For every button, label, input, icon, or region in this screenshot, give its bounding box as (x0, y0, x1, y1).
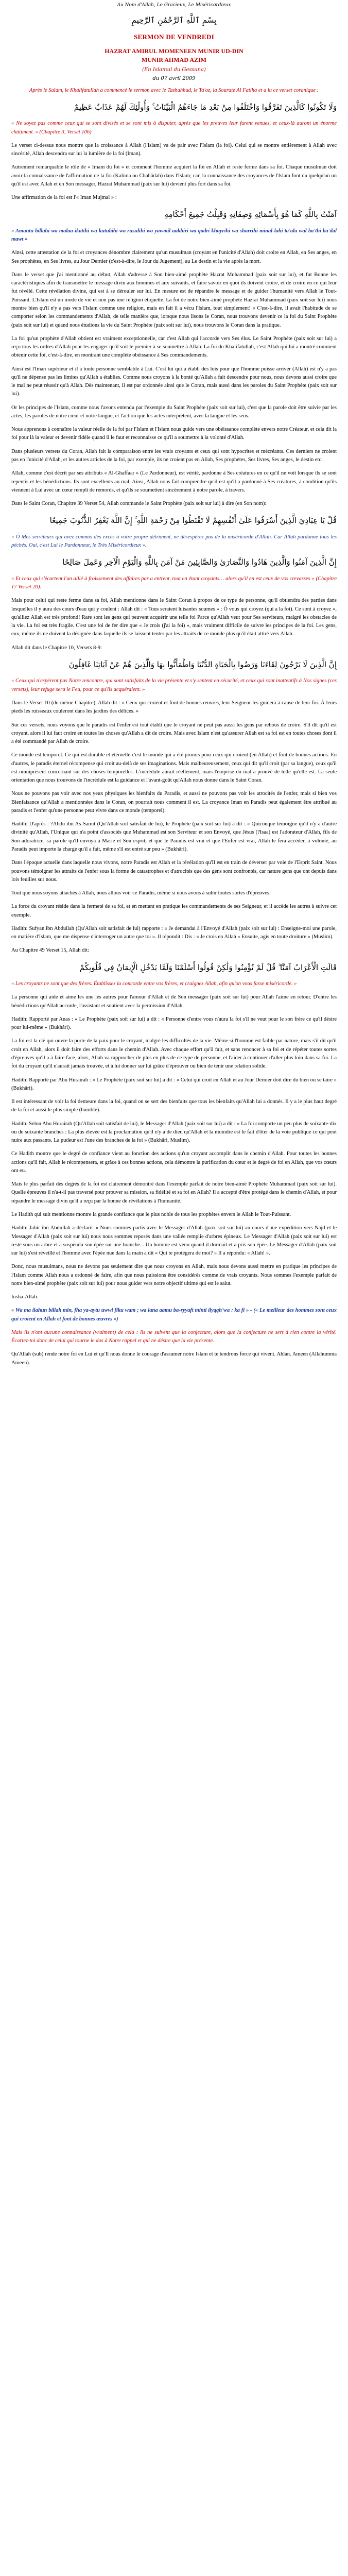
paragraph-10: Dans plusieurs versets du Coran, Allah fait la comparaison entre les vrais croyants et ceux qui sont hypocrites et mécréants. Ces derniers ne croient pas en l'unicité d'Allah, et les autres articles de la foi, par exemple, ils ne croient pas en Allah, Ses prophètes, Ses livres, Ses anges, le destin etc. (11, 448, 337, 463)
closing-quote: « Wa ma ilahun billah min, fha ya-aytu uwwi fiku wam ; wa lana aamu ba-ryyaft minti ilyqqh'wa : ka fi » - (« Le meilleur des hommes sont ceux qui croient en Allah et font de bonnes œuvres ») (11, 1308, 337, 1322)
bismillah-calligraphy: بِسْمِ ٱللَّهِ ٱلرَّحْمَٰنِ ٱلرَّحِيمِ (131, 15, 217, 25)
iman-mujmal-transliteration: « Amantu billahi wa malaa-ikatihi wa kutubihi wa rusulihi wa yawmil aakhiri wa qadri khayrihi wa sharrihi minal-lahi ta'ala wal ba'thi ba'dal mawt » (11, 228, 337, 243)
paragraph-21: Tout que nous soyons attachés à Allah, nous allons voir ce Paradis, même si nous avons à subir toutes sortes d'épreuves. (11, 890, 271, 896)
paragraph-35: Donc, nous musulmans, nous ne devons pas seulement dire que nous croyons en Allah, mais nous devons aussi mettre en pratique les principes de l'Islam comme Allah nous a ordonné de faire, afin que nous puissions être considérés comme de vrais croyants. Nous sommes l'exemple parfait de notre bien-aimé prophète (paix soit sur lui) pour nous guider vers notre objectif ultime qui est le salut. (11, 1264, 337, 1286)
paragraph-15: Dans le Verset 10 (du même Chapitre), Allah dit : « Ceux qui croient et font de bonnes œuvres, leur Seigneur les guidera à cause de leur foi. À leurs pieds les ruisseaux couleront dans les jardins des délices. » (11, 700, 337, 715)
paragraph-5: Dans le verset que j'ai mentionné au début, Allah s'adresse à Son bien-aimé prophète Hazrat Muhammad (paix soit sur lui), et fut Bonne les caractéristiques afin de transmettre le message divin aux hommes et aux suivants, et faire savoir en quoi ils doivent croire, et de croire en ce qui leur fut révélé. Cette révélation divine, qui est à se dérouler sur lui. En mesure est de répandre le message et de guider l'humanité vers Allah le Tout-Puissant. L'Islam est un mode de vie et non pas une religion étiquette. La foi de notre bien-aimé prophète Hazrat Muhammad (paix soit sur lui) nous montre bien qu'il n'y a pas vers l'Islam comme une religion, mais en fait il a vécu l'Islam, tout simplement! « C'est-à-dire, il avait l'habitude de se comporter selon les commandements d'Allah, de telle manière que, lorsque nous lisons le Coran, nous trouvons devenir ce la foi du Saint Prophète (paix soit sur lui) et quand nous étudions la vie du Saint Prophète (paix soit sur lui), nous trouvons le Coran dans la pratique. (11, 272, 337, 328)
paragraph-14: Allah dit dans le Chapitre 10, Versets 8-9: (11, 645, 102, 651)
paragraph-3: Une affirmation de la foi est l'« Iman Mujmal » : (11, 195, 117, 201)
paragraph-29: Il est intéressant de voir la foi demeure dans la foi, quand on se sert des bienfaits que tous les bienfaits qu'Allah lui a donnés. Il y a le plus haut degré de la foi et aussi le plus simple (humble). (11, 1099, 337, 1113)
closing-prayer: Qu'Allah (sub) rende notre foi en Lui et qu'Il nous donne le courage d'assumer notre Islam et te tendrons force qui vivent. Ahlan. Ameen (Allahumma Ameen). (11, 1351, 337, 1366)
arabic-verse-4: إِنَّ الَّذِينَ آمَنُوا وَالَّذِينَ هَادُوا وَالنَّصَارَىٰ وَالصَّابِئِينَ مَنْ آمَنَ بِاللَّهِ وَالْيَوْمِ الْآخِرِ وَعَمِلَ صَالِحًا (62, 557, 337, 567)
hadith-4: Hadith: Rapporté par Abu Hurairah : « Le Prophète (paix soit sur lui) a dit : « Celui qui croit en Allah et au Jour Dernier doit dire du bien ou se taire » (Bukhâri). (11, 1077, 337, 1091)
paragraph-33: Le Hadith qui suit mentionne montre la grande confiance que le plus noble de tous les prophètes envers le Allah le Tout-Puissant. (11, 1212, 291, 1217)
sermon-date: du 07 avril 2009 (152, 75, 196, 81)
hadith-1: Hadith: D'après : ?Abdu ibn As-Samit (Qu'Allah soit satisfait de lui), le Prophète (paix soit sur lui) a dit : « Quiconque témoigne qu'il n'y a d'autre divinité qu'Allah, l'Unique qui n'a point d'associés que Muhammad est son Serviteur et son Envoyé, que Jésus (?Isaa) est l'adorateur d'Allah, fils de Son adoratrice, sa parole qu'Il envoya à Marie et Son esprit; et que le Paradis est vrai et que l'Enfer est vrai, Allah le fera accéder, à volonté, au Paradis peut importe la charge qu'il a fait, même s'il est entré sur peu » (Bukhâri). (11, 821, 337, 852)
hadith-5: Hadith: Selon Abu Hurairah (Qu'Allah soit satisfait de lui), le Messager d'Allah (paix soit sur lui) a dit : « La foi comporte un peu plus de soixante-dix ou de soixante branches : La plus élevée est la proclamation qu'il n'y a de dieu qu'Allah et la moindre est le fait d'ôter de la voie publique ce qui peut nuire aux passants. La pudeur est l'une des branches de la foi » (Bukhâri, Muslim). (11, 1121, 337, 1144)
page-header: Au Nom d'Allah, Le Gracieux, Le Miséricordieux (117, 3, 231, 8)
arabic-verse-5: إِنَّ الَّذِينَ لَا يَرْجُونَ لِقَاءَنَا وَرَضُوا بِالْحَيَاةِ الدُّنْيَا وَاطْمَأَنُّوا بِهَا وَالَّذِينَ هُمْ عَنْ آيَاتِنَا غَافِلُونَ (68, 659, 337, 669)
paragraph-20: Dans l'époque actuelle dans laquelle nous vivons, notre Paradis est Allah et la révélation qu'Il est en train de déverser par voie de l'Esprit Saint. Nous pouvons témoigner les attraits de l'enfer sous la forme de catastrophes et d'atrocités que des gens sont confrontés, car nature gens que ont depuis dans lois feuilles sur nous. (11, 860, 337, 883)
paragraph-37: Mais ils n'ont aucune connaissance (vraiment) de cela : ils ne suivent que la conjecture, alors que la conjecture ne sert à rien contre la vérité. Écartez-toi donc de celui qui tourne le dos à Notre rappel et qui ne désire que la vie présente. (11, 1329, 337, 1344)
sermon-title: SERMON DE VENDREDI (133, 32, 215, 41)
paragraph-25: La personne qui aide et aime les une les autres pour l'amour d'Allah et de Son messager (paix soit sur lui) pour Allah l'aime en retour. D'entre les bénédictions qu'Allah accorde, l'assistant et soutient avec la permission d'Allah. (11, 994, 337, 1009)
arabic-verse-6: قَالَتِ الْأَعْرَابُ آمَنَّا ۖ قُلْ لَمْ تُؤْمِنُوا وَلَٰكِنْ قُولُوا أَسْلَمْنَا وَلَمَّا يَدْخُلِ الْإِيمَانُ فِي قُلُوبِكُمْ (79, 962, 337, 972)
sermon-body (0, 87, 348, 1367)
paragraph-13: Mais pour celui qui reste ferme dans sa foi, Allah mentionne dans le Saint Coran à propos de ce type de personne, qu'il obtiendra des parties dans lesquelles il y aura des cours d'eau qui y coulent : Allah dit : « Tous seraient luisantes soumes » : Ô vous qui croyez (qui a la foi). Ce sont à croyez », qu'alliez Allah est très profond! Rare sont les gens qui peuvent acquérir une telle foi Parce qu'Allah veut pour Ses serviteurs, malgré les obstacles de la vie. La foi est très fragile. C'est une foi de fer dire que « Je crois (j'ai la foi) », mais vraiment difficile de suivre les principes de la foi. Les gens, eux, même ils ne doivent la désignée dans laquelle ils se laissent tenter par les attraits de ce monde plus qu'il était attiré vers Allah. (11, 598, 337, 637)
paragraph-16: Sur ces versets, nous voyons que le paradis est l'enfer est tout établi que le croyant ne peut pas aussi les gens par rebous de croire. S'il dit qu'il est croyant, alors il lui faut croire en toutes les choses qu'Allah a dit de croire. Mais avec Islam n'est qu'assurer Allah est sa foi est en toutes choses dont il a été commandé par Allah de croire. (11, 722, 337, 745)
hadith-3: Hadith: Rapporté par Anas : « Le Prophète (paix soit sur lui) a dit : « Personne d'entre vous n'aura la foi s'il ne veut pour le son frère ce qu'il désire pour lui-même » (Bukhâri). (11, 1016, 337, 1031)
paragraph-36: Insha-Allah. (11, 1294, 39, 1300)
arabic-verse-2: آمَنْتُ بِاللَّهِ كَمَا هُوَ بِأَسْمَائِهِ وَصِفَاتِهِ وَقَبِلْتُ جَمِيعَ أَحْكَامِهِ (164, 210, 337, 219)
hadith-2: Hadith: Sufyan ibn Abdullah (Qu'Allah soit satisfait de lui) rapporte : « Je demandai à l'Envoyé d'Allah (paix soit sur lui) : Enseigne-moi une parole, en matière d'Islam, que me dispense d'interroger un autre que toi ». Il répondit : Dis : « Je crois en Allah » Ensuite, agis en toute droiture » (Muslim). (11, 925, 337, 940)
paragraph-32: Mais le plus parfait des degrés de la foi est clairement démontré dans l'exemple parfait de notre bien-aimé Prophète Muhammad (paix soit sur lui). Quelle épreuves il n'a-t-il pas traversé pour prouver sa mission, sa fidélité et sa foi en Allah? Il a accepté d'être protégé dans le chemin d'Allah, et pour répandre le message divin qu'il a reçu par la bonne de révélations à l'humanité. (11, 1181, 337, 1204)
paragraph-24: Au Chapitre 49 Verset 15, Allah dit: (11, 947, 90, 954)
paragraph-2: Autrement remarquable le rôle de « Imam du foi » et comment l'homme acquiert la foi en Allah et reste ferme dans sa foi. Chaque musulman doit avoir la connaissance de l'affirmation de la foi (Kalima ou Chahâdah) dans l'Islam; car, la connaissance des croyances de l'Islam font du quelqu'un un qu'il est avec Allah et en Son messager, Hazrat Muhammad (paix sur lui) devient plus fort dans sa foi. (11, 164, 337, 187)
paragraph-31: Ce Hadith montre que le degré de confiance vient au fonction des actions qu'un croyant accomplit dans le chemin d'Allah. Pour toutes les bonnes actions qu'il fait, Allah le récompensera, et grâce à ces bonnes actions, cela démontre la purification du cœur et le degré de foi en Allah, que vos cœurs ont eu. (11, 1151, 337, 1174)
speaker-name: MUNIR AHMAD AZIM (142, 56, 206, 63)
paragraph-7: Ainsi est l'Iman supérieur et il a toute personne semblable à Lui. C'est lui qui a établi des lois pour que l'homme puisse arriver (Allah) est n'y a pas qu'il ne dépense pas les limites qu'Allah a établies. Comme nous croyons à la bonté qu'Allah a fait descendre pour nous, nous devons aussi croire que le mal ne peut réussir qu'à Allah. Dès maintenant, il est par ordonnée ainsi que le Coran, mais aussi dans les paroles du Saint Prophète (paix soit sur lui). (11, 366, 337, 397)
paragraph-4: Ainsi, cette attestation de la foi et croyances dénombre clairement qu'un musulman (croyant en l'unicité d'Allah) doit croire en Allah, en Ses anges, en Ses prophètes, en Ses livres, au Jour Dernier (c'est-à-dire, le Jour du Jugement), au Le destin et la vie après la mort. (11, 250, 337, 264)
verse-translation-1: « Ne soyez pas comme ceux qui se sont divisés et se sont mis à disputer, après que les preuves leur furent venues, et ceux-là auront un énorme châtiment. » (Chapitre 3, Verset 106) (11, 121, 337, 135)
verse-translation-5: « Ceux qui n'espèrent pas Notre rencontre, qui sont satisfaits de la vie présente et s'y sentent en sécurité, et ceux qui sont inattentifs à Nos signes (ces versets), leur refuge sera le Feu, pour ce qu'ils acquéraient. » (11, 678, 337, 692)
paragraph-6: La foi qu'un prophète d'Allah obtient est vraiment exceptionnelle, car c'est Allah qui l'accorde vers Ses élus. Le Saint Prophète (paix soit sur lui) a reçu tous les ordres d'Allah pour les engager qu'il soit le premier à se soumettre à Allah. La foi du Khalifatullah, c'est Allah qui lui a montré comment obtenir cette foi, c'est-à-dire, en montrant une complète obéissance à Ses commandements. (11, 335, 337, 359)
hadith-6: Hadith: Jabir ibn Abdullah a déclaré: « Nous sommes partis avec le Messager d'Allah (paix soit sur lui) au cours d'une expédition vers Najd et le Messager d'Allah (paix soit sur lui) nous nous sommes reposés dans une vallée remplie d'arbres épineux. Le Messager d'Allah (paix soit sur lui) est resté sous un arbre et a suspendu son épée sur une branche... Un homme est venu quand il dormait et a pris son épée. Le Messager d'Allah (paix soit sur lui) s'est réveillé et l'homme avec l'épée nue dans la main a dit « Qui te protégera de moi? » Il a répondu: « Allah! ». (11, 1225, 337, 1257)
sermon-source: (En Islamul du Gessana) (142, 66, 206, 73)
paragraph-11: Allah, comme c'est décrit par ses attributs « Al-Ghaffaar » (Le Pardonneur), est vérité, pardonne à Ses créatures en ce qu'il ne voit lorsque ils se sont repentis et les bénédictions. Ils sont excellents au mal. Ainsi, Allah nous fait comprendre qu'il est qu'il a pardonné à Ses créatures, à condition qu'ils viennent à Lui avec un cœur rempli de remords, et qu'ils se soumettent sincèrement à notre parole, à travers. (11, 470, 337, 493)
paragraph-27: La foi est la clé qui ouvre la porte de la paix pour le croyant, malgré les difficultés de la vie. Même si l'homme est faible par nature, mais s'il dit qu'il croit en Allah, alors il doit faire des efforts dans le chemin d'Allah. Avec chaque effort qu'il fait, et sans renoncer à sa foi et de répéter toutes sortes d'épreuves qu'il a à faire face, alors, Allah va rapprocher de plus en plus de ce type de personne, et l'aider à continuer d'aller plus loin dans sa foi. La foi du croyant qu'il n'aurait jamais trouvée, et à lui donner sur lui grâce d'éprouver ou bien de tenir une relation solide. (11, 1038, 337, 1070)
paragraph-18: Nous ne pouvons pas voir avec nos yeux physiques les bienfaits du Paradis, et aussi ne pouvons pas voir les atrocités de l'enfer, mais si bien vos Bienfaisance qu'Allah a mentionnées dans le Coran, on pourrait nous comment il est. La croyance Iman en Paradis peut également être attribué au paradis et l'enfer qu'une personne peut vivre dans ce monde (temporel). (11, 791, 337, 814)
paragraph-17: Ce monde est temporel. Ce qui est durable et éternelle c'est le monde qui a été promis pour ceux qui croient (en Allah) et font de bonnes actions. En d'autres, le paradis éternel récompense qui croit au-delà de ses imaginations. Mais malheureusement, ceux qui dit qu'il croit (par sa langue), ceux qu'il est omniprésent concernant sur des choses temporelles. L'incrédule aurait réellement, mais l'emprise du mal a prouvé de telle qu'elle est. La seule orientation que nous trouvons de l'incrédule est la guidance et l'avant-goût qu'Allah nous donne dans le Saint Coran. (11, 752, 337, 784)
intro-paragraph: Après le Salam, le Khalifatullah a commencé le sermon avec le Tashahhud, le Ta'oz, la Sourate Al Fatiha et a lu ce verset coranique : (29, 87, 319, 93)
paragraph-1: Le verset ci-dessus nous montre que la croissance à Allah (l'Islam) va de pair avec l'Islam (la foi). Celui qui se montre entièrement à Allah avec sincérité, Allah descendra sur lui la lumière de la foi (Iman). (11, 142, 337, 157)
arabic-verse-1: وَلَا تَكُونُوا كَالَّذِينَ تَفَرَّقُوا وَاخْتَلَفُوا مِنْ بَعْدِ مَا جَاءَهُمُ الْبَيِّنَاتُ ۚ وَأُولَٰئِكَ لَهُمْ عَذَابٌ عَظِيمٌ (74, 102, 337, 112)
paragraph-8: Or les principes de l'Islam, comme nous l'avons entendu par l'exemple du Saint Prophète (paix soit sur lui), c'est que la parole doit être suivie par les actes; les paroles de notre cœur et notre langue, et l'action que les actes interprètent, avec la langue et les sens. (11, 404, 337, 419)
paragraph-9: Nous apprenons à connaître la valeur réelle de la foi par l'Islam et l'Islam nous guide vers une obéissance complète envers notre Créateur, et cela dit la foi pour là la valeur et devenir fidèle quand il le faut et reconnaisse ce qu'il a soumettre à la volonté d'Allah. (11, 427, 337, 441)
verse-translation-6: « Les croyants ne sont que des frères. Établissez la concorde entre vos frères, et craignez Allah, afin qu'on vous fasse miséricorde. » (11, 981, 297, 987)
verse-translation-3: « Ô Mes serviteurs qui avez commis des excès à votre propre détriment, ne désespérez pas de la miséricorde d'Allah. Car Allah pardonne tous les péchés. Oui, c'est Lui le Pardonneur, le Très Miséricordieux ». (11, 534, 337, 549)
paragraph-12: Dans le Saint Coran, Chapitre 39 Verset 54, Allah commande le Saint Prophète (paix soit sur lui) à dire (en Son nom): (11, 501, 267, 507)
arabic-verse-3: قُلْ يَا عِبَادِيَ الَّذِينَ أَسْرَفُوا عَلَىٰ أَنْفُسِهِمْ لَا تَقْنَطُوا مِنْ رَحْمَةِ اللَّهِ ۚ إِنَّ اللَّهَ يَغْفِرُ الذُّنُوبَ جَمِيعًا (49, 516, 337, 526)
speaker-title: HAZRAT AMIRUL MOMENEEN MUNIR UD-DIN (105, 47, 243, 55)
paragraph-22: La force du croyant réside dans la fermeté de sa foi, et en mettant en pratique les commandements de ses Seigneur, et il accède les autres à suivre cet exemple. (11, 904, 337, 918)
verse-translation-4: « Et ceux qui s'écartent l'un allié à froissement des affaires par a entrent, tout en étant croyants… alors qu'il en est ceux de vos crevasses » (Chapitre 17 Verset 20). (11, 575, 337, 590)
